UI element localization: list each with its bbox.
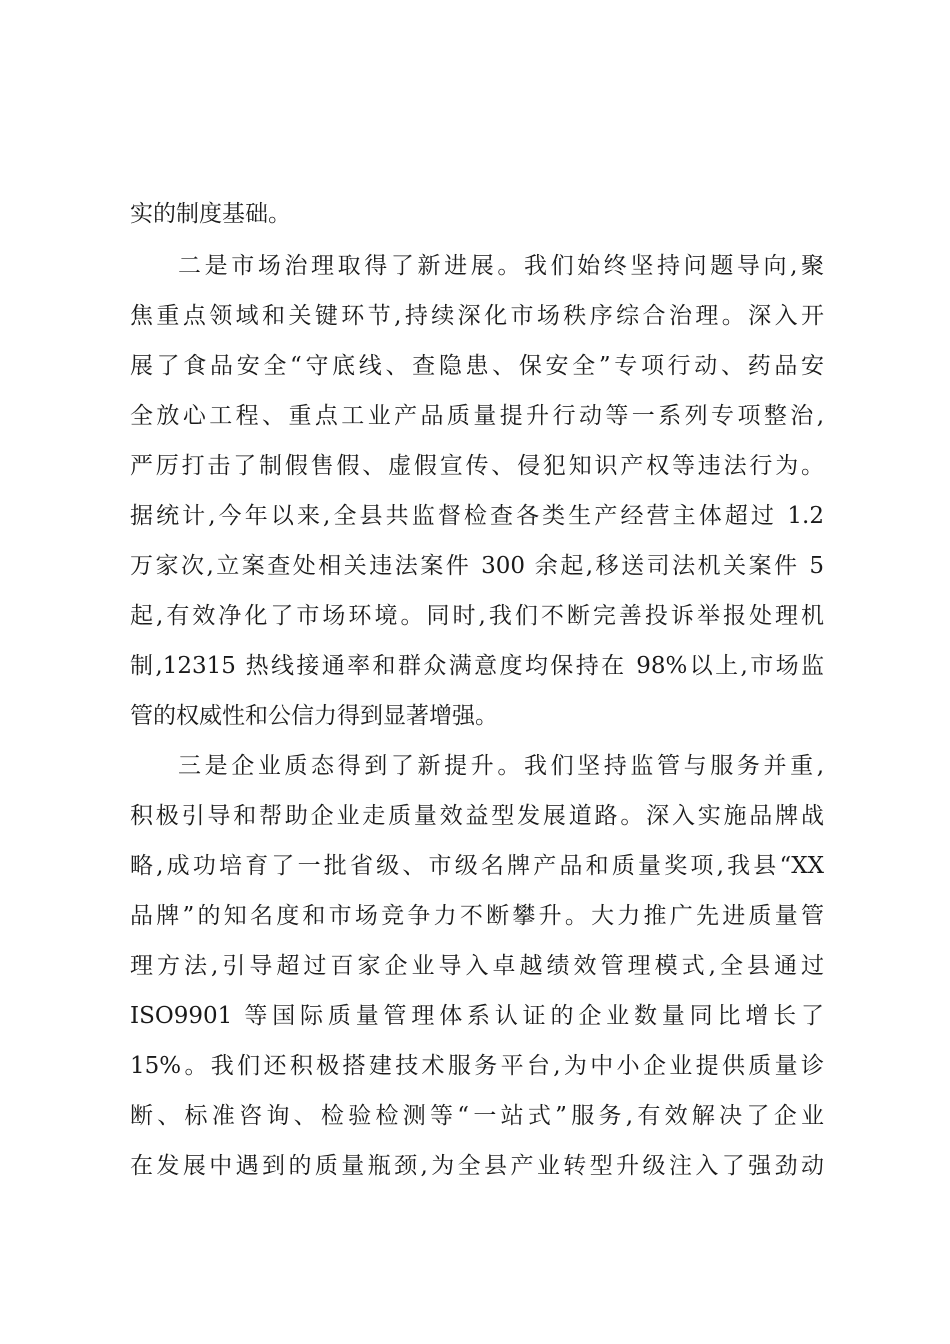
text-line: 据统计,今年以来,全县共监督检查各类生产经营主体超过 1.2 [130,503,824,529]
text-line: 管的权威性和公信力得到显著增强。 [130,703,498,729]
text-line: 制,12315 热线接通率和群众满意度均保持在 98%以上,市场监 [130,653,824,679]
text-line: 在发展中遇到的质量瓶颈,为全县产业转型升级注入了强劲动 [130,1153,824,1179]
text-line: 积极引导和帮助企业走质量效益型发展道路。深入实施品牌战 [130,803,824,829]
text-line: ISO9901 等国际质量管理体系认证的企业数量同比增长了 [130,1003,824,1029]
text-line: 起,有效净化了市场环境。同时,我们不断完善投诉举报处理机 [130,603,824,629]
text-line: 万家次,立案查处相关违法案件 300 余起,移送司法机关案件 5 [130,553,824,579]
text-line: 15%。我们还积极搭建技术服务平台,为中小企业提供质量诊 [130,1053,824,1079]
text-line: 实的制度基础。 [130,201,291,227]
text-line: 理方法,引导超过百家企业导入卓越绩效管理模式,全县通过 [130,953,824,979]
text-line: 严厉打击了制假售假、虚假宣传、侵犯知识产权等违法行为。 [130,453,824,479]
paragraph-first-line: 三是企业质态得到了新提升。我们坚持监管与服务并重, [178,753,824,779]
text-line: 焦重点领域和关键环节,持续深化市场秩序综合治理。深入开 [130,303,824,329]
text-line: 略,成功培育了一批省级、市级名牌产品和质量奖项,我县“XX [130,853,824,879]
paragraph-first-line: 二是市场治理取得了新进展。我们始终坚持问题导向,聚 [178,253,824,279]
text-line: 断、标准咨询、检验检测等“一站式”服务,有效解决了企业 [130,1103,824,1129]
text-line: 展了食品安全“守底线、查隐患、保安全”专项行动、药品安 [130,353,824,379]
text-line: 品牌”的知名度和市场竞争力不断攀升。大力推广先进质量管 [130,903,824,929]
text-line: 全放心工程、重点工业产品质量提升行动等一系列专项整治, [130,403,824,429]
